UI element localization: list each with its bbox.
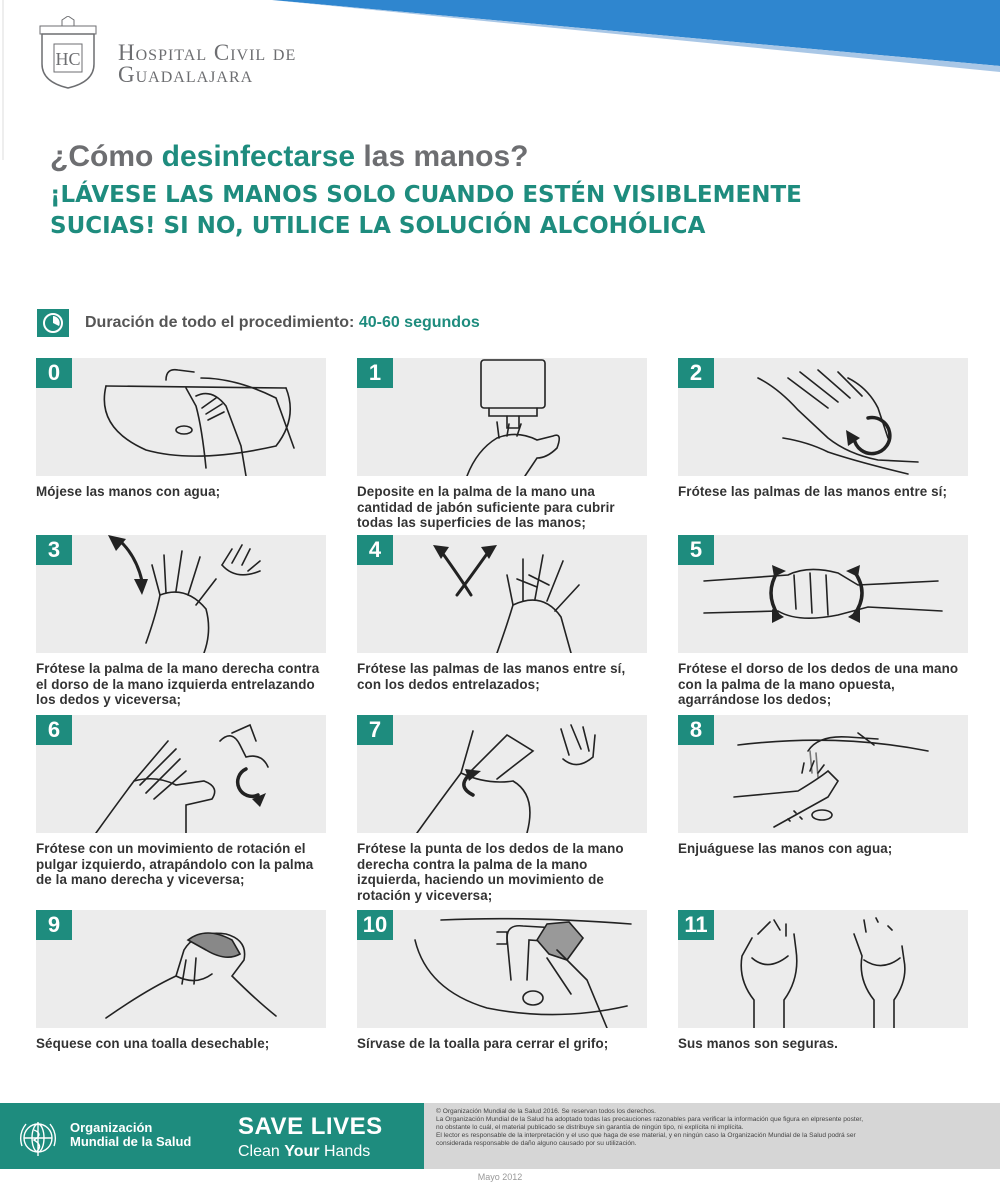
step-caption: Deposite en la palma de la mano una cantidad de jabón suficiente para cubrir todas las superficies de las manos;: [357, 484, 615, 530]
title-accent: desinfectarse: [161, 140, 356, 173]
step-number: 4: [357, 535, 393, 565]
hospital-name-line1: Hospital Civil de: [118, 40, 297, 65]
step-2: [678, 358, 968, 500]
clean-hands-slogan: Clean Your Hands: [238, 1143, 371, 1160]
step-8: [678, 715, 968, 857]
step-10: [357, 910, 647, 1052]
step-caption: Frótese el dorso de los dedos de una mano con la palma de la mano opuesta, agarrándose los dedos;: [678, 661, 959, 707]
duration-value: 40-60 segundos: [358, 314, 480, 331]
soap-dispenser-icon: [357, 358, 647, 476]
step-number: 11: [678, 910, 714, 940]
step-caption: Sírvase de la toalla para cerrar el grifo;: [357, 1036, 609, 1051]
step-0: [36, 358, 326, 500]
step-number: 1: [357, 358, 393, 388]
who-name: Organización Mundial de la Salud: [70, 1120, 192, 1149]
step-9: [36, 910, 326, 1052]
step-caption: Frótese la punta de los dedos de la mano derecha contra la palma de la mano izquierda, haciendo un movimiento de rotación y viceversa;: [357, 841, 624, 903]
page-title: ¿Cómo desinfectarse las manos?: [50, 140, 529, 173]
step-6: [36, 715, 326, 888]
step-3: [36, 535, 326, 708]
publication-date: Mayo 2012: [477, 1172, 523, 1182]
step-number: 5: [678, 535, 714, 565]
safe-hands-icon: [678, 910, 968, 1028]
step-number: 6: [36, 715, 72, 745]
step-caption: Séquese con una toalla desechable;: [36, 1036, 270, 1051]
back-of-hand-rub-icon: [36, 535, 326, 653]
hospital-name-line2: Guadalajara: [118, 62, 254, 87]
rinse-hands-icon: [678, 715, 968, 833]
step-number: 9: [36, 910, 72, 940]
backs-of-fingers-icon: [678, 535, 968, 653]
rub-palms-icon: [678, 358, 968, 476]
duration-label: Duración de todo el procedimiento:: [85, 314, 355, 331]
page-subtitle: ¡LÁVESE LAS MANOS SOLO CUANDO ESTÉN VISIBLEMENTE SUCIAS! SI NO, UTILICE LA SOLUCIÓN ALCOHÓLICA: [50, 182, 802, 239]
step-number: 0: [36, 358, 72, 388]
step-number: 3: [36, 535, 72, 565]
save-lives-slogan: SAVE LIVES: [238, 1113, 383, 1140]
dry-with-towel-icon: [36, 910, 326, 1028]
step-4: [357, 535, 647, 692]
clock-icon: [37, 309, 69, 337]
step-number: 7: [357, 715, 393, 745]
step-11: [678, 910, 968, 1052]
step-number: 10: [357, 910, 393, 940]
who-banner: [0, 1103, 424, 1169]
hospital-logo-icon: [32, 16, 104, 90]
interlaced-fingers-icon: [357, 535, 647, 653]
step-7: [357, 715, 647, 903]
step-caption: Enjuáguese las manos con agua;: [678, 841, 893, 856]
step-5: [678, 535, 968, 708]
step-number: 2: [678, 358, 714, 388]
step-1: [357, 358, 647, 531]
who-emblem-icon: [16, 1116, 60, 1160]
legal-notice: © Organización Mundial de la Salud 2016. Se reservan todos los derechos. La Organización Mundial de la Salud ha adoptado todas las precauciones razonables para verificar la información que figura en elpresente poster, no obstante lo cuál, el material publicado se distribuye sin garantía de ningún tipo, ni explícita ni implícita. El lector es responsable de la interpretación y el uso que haga de ese material, y en ningún caso la Organización Mundial de la Salud podrá ser considerada responsable de daño alguno causado por su utilización.: [424, 1103, 1000, 1169]
step-caption: Mójese las manos con agua;: [36, 484, 221, 499]
step-caption: Frótese con un movimiento de rotación el pulgar izquierdo, atrapándolo con la palma de la mano derecha y viceversa;: [36, 841, 314, 887]
step-caption: Frótese la palma de la mano derecha contra el dorso de la mano izquierda entrelazando los dedos y viceversa;: [36, 661, 320, 707]
wet-hands-sink-icon: [36, 358, 326, 476]
step-caption: Frótese las palmas de las manos entre sí;: [678, 484, 948, 499]
step-caption: Frótese las palmas de las manos entre sí, con los dedos entrelazados;: [357, 661, 626, 692]
hospital-name: [118, 42, 296, 86]
step-number: 8: [678, 715, 714, 745]
svg-text:HC: HC: [55, 49, 81, 69]
fingertips-rotation-icon: [357, 715, 647, 833]
step-caption: Sus manos son seguras.: [678, 1036, 838, 1051]
footer: [0, 1103, 1000, 1169]
rotate-thumb-icon: [36, 715, 326, 833]
duration-row: [37, 309, 480, 337]
close-tap-with-towel-icon: [357, 910, 647, 1028]
